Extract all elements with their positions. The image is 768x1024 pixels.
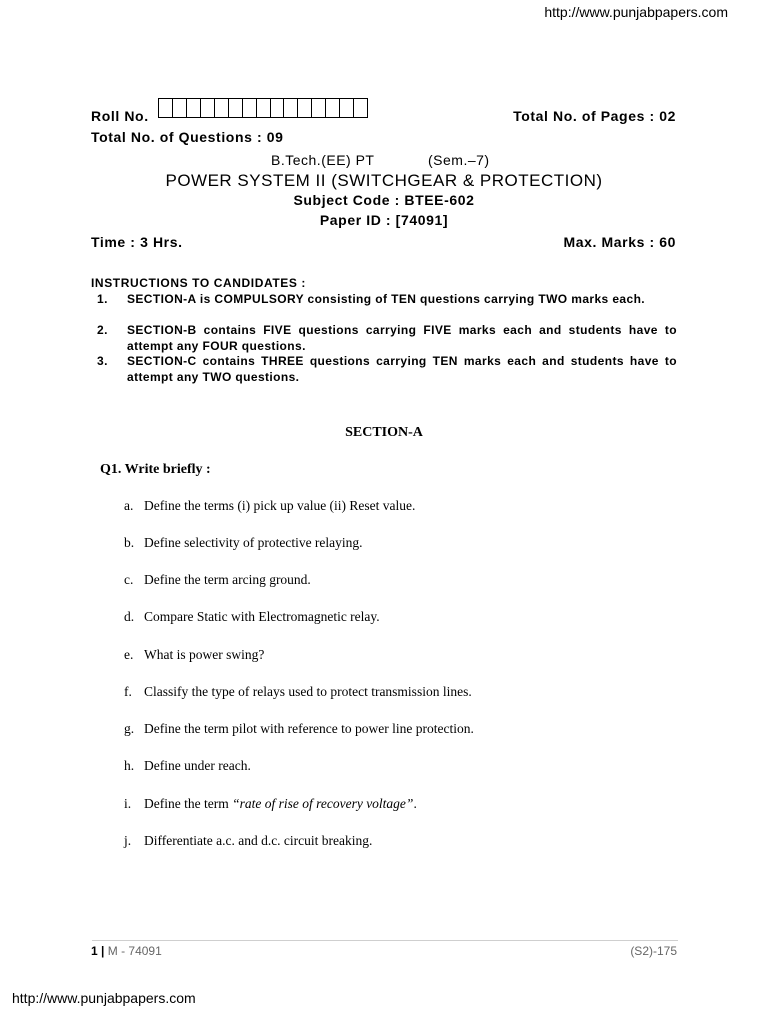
question-text: Classify the type of relays used to protect transmission lines. [144,684,472,699]
section-a-title: SECTION-A [345,425,423,440]
question-letter: b. [124,535,135,550]
question-letter: a. [124,498,134,513]
question-text: Define the term pilot with reference to power line protection. [144,721,474,736]
footer-separator: | [101,944,105,958]
max-marks: Max. Marks : 60 [563,234,676,250]
subject-title: POWER SYSTEM II (SWITCHGEAR & PROTECTION) [165,171,603,190]
paper-id: Paper ID : [74091] [319,212,449,228]
total-pages: Total No. of Pages : 02 [513,108,676,124]
question-text: Define the terms (i) pick up value (ii) Reset value. [144,498,416,513]
question-letter: j. [124,833,132,848]
question-letter: h. [124,758,135,773]
question-item [124,535,363,551]
footer-left [91,944,162,958]
question-item [124,758,251,774]
q1-title: Q1. Write briefly : [100,462,211,477]
instruction-item [97,292,677,323]
question-letter: i. [124,796,132,811]
instruction-item [97,323,677,354]
subject-code: Subject Code : BTEE-602 [293,192,475,208]
footer-divider [92,940,678,941]
total-questions: Total No. of Questions : 09 [91,129,284,145]
watermark-url-bottom: http://www.punjabpapers.com [12,990,196,1006]
course-name: B.Tech.(EE) PT [271,152,375,168]
question-letter: e. [124,647,134,662]
question-letter: d. [124,609,135,624]
instruction-text: SECTION-A is COMPULSORY consisting of TEN questions carrying TWO marks each. [127,292,646,306]
time-allowed: Time : 3 Hrs. [91,234,183,250]
semester: (Sem.–7) [428,152,490,168]
question-text: Define the term arcing ground. [144,572,311,587]
question-suffix: . [413,796,417,811]
question-item [124,684,472,700]
paper-code: M - 74091 [107,944,162,958]
question-item [124,609,380,625]
question-text: Differentiate a.c. and d.c. circuit breaking. [144,833,373,848]
instructions-title: INSTRUCTIONS TO CANDIDATES : [91,276,307,290]
page-number: 1 [91,944,98,958]
question-letter: f. [124,684,132,699]
question-text: Define the term [144,796,229,811]
question-text: What is power swing? [144,647,265,662]
instruction-number: 1. [97,292,108,306]
instruction-number: 2. [97,323,108,337]
question-text: Compare Static with Electromagnetic relay. [144,609,380,624]
roll-no-boxes [158,98,368,118]
roll-no-label: Roll No. [91,108,149,124]
question-text: Define under reach. [144,758,251,773]
instruction-item [97,354,677,385]
question-letter: g. [124,721,135,736]
instruction-text: SECTION-B contains FIVE questions carrying FIVE marks each and students have to attempt any FOUR questions. [127,323,677,353]
instruction-number: 3. [97,354,108,368]
instruction-text: SECTION-C contains THREE questions carrying TEN marks each and students have to attempt any TWO questions. [127,354,677,384]
question-item [124,498,415,514]
question-item [124,796,417,812]
question-item [124,721,474,737]
question-text: Define selectivity of protective relaying. [144,535,363,550]
footer-right-code: (S2)-175 [630,944,677,958]
question-letter: c. [124,572,134,587]
question-italic-term: “rate of rise of recovery voltage” [232,796,414,811]
watermark-url-top: http://www.punjabpapers.com [544,4,728,20]
question-item [124,833,372,849]
question-item [124,572,311,588]
question-item [124,647,264,663]
